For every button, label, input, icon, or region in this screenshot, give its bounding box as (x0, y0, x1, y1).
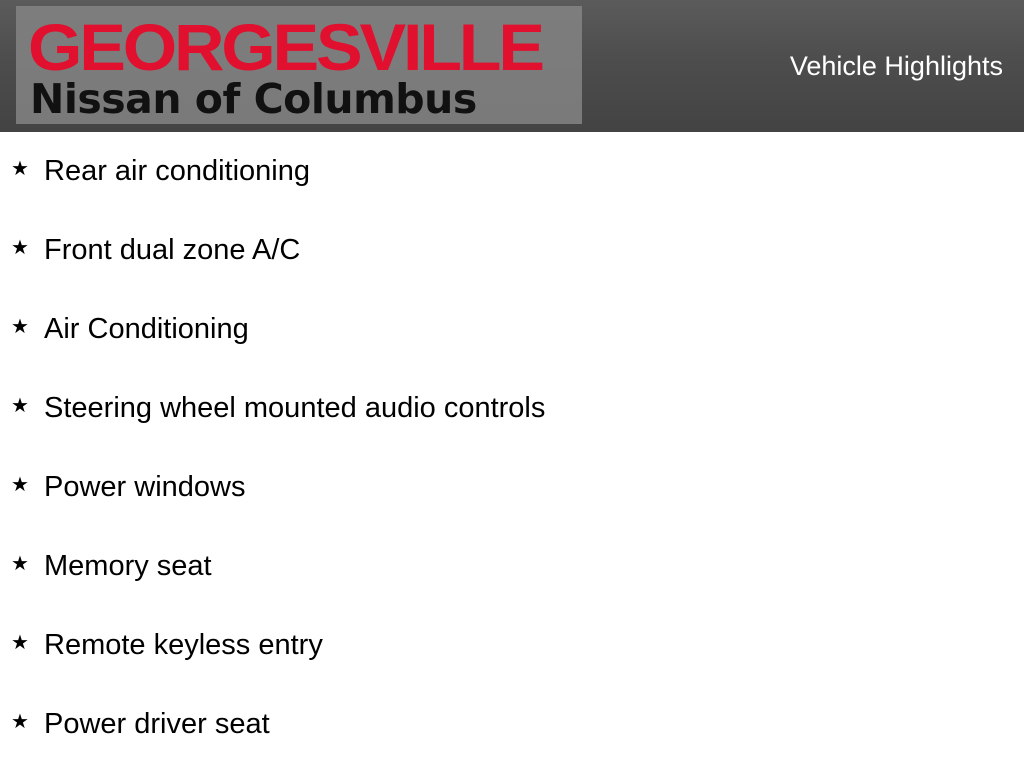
star-icon: ★ (11, 472, 29, 496)
highlight-label: Steering wheel mounted audio controls (44, 392, 546, 424)
star-icon: ★ (11, 235, 29, 259)
star-icon: ★ (11, 314, 29, 338)
highlight-label: Power driver seat (44, 708, 270, 740)
logo-dealer-subtitle: Nissan of Columbus (30, 75, 477, 123)
highlight-label: Air Conditioning (44, 313, 249, 345)
dealer-logo (16, 6, 582, 124)
highlight-item (0, 685, 1024, 764)
star-icon: ★ (11, 393, 29, 417)
highlight-label: Memory seat (44, 550, 212, 582)
star-icon: ★ (11, 551, 29, 575)
highlight-item (0, 290, 1024, 369)
star-icon: ★ (11, 630, 29, 654)
highlight-item (0, 448, 1024, 527)
highlight-label: Remote keyless entry (44, 629, 323, 661)
header-bar (0, 0, 1024, 132)
logo-dealer-name: GEORGESVILLE (28, 10, 542, 84)
highlight-label: Front dual zone A/C (44, 234, 301, 266)
highlight-item (0, 211, 1024, 290)
highlight-item (0, 369, 1024, 448)
star-icon: ★ (11, 156, 29, 180)
highlight-item (0, 527, 1024, 606)
highlight-label: Power windows (44, 471, 246, 503)
highlight-item (0, 132, 1024, 211)
star-icon: ★ (11, 709, 29, 733)
highlight-item (0, 606, 1024, 685)
highlight-label: Rear air conditioning (44, 155, 310, 187)
page-title: Vehicle Highlights (789, 51, 1003, 81)
highlights-list (0, 132, 1024, 764)
